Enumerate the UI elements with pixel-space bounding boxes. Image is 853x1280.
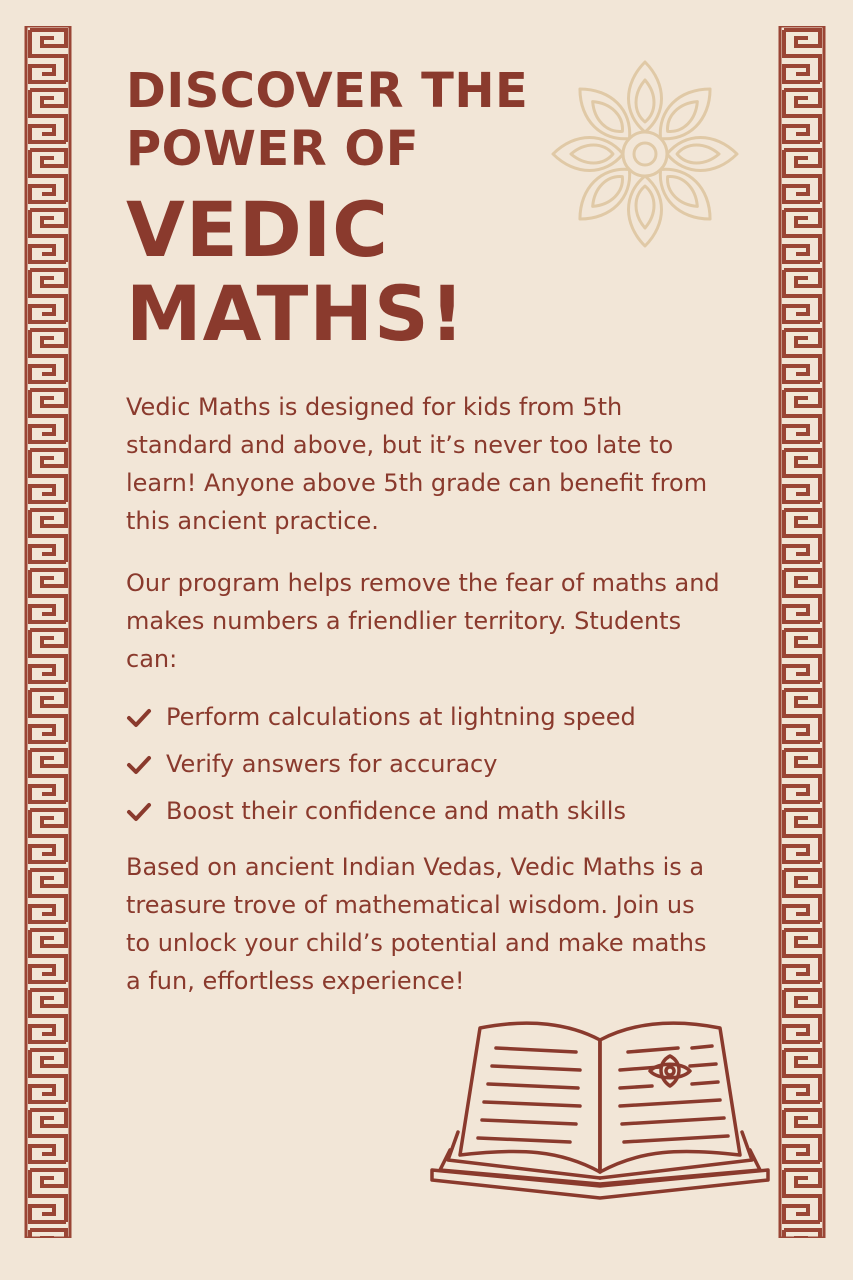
benefits-list xyxy=(126,694,636,835)
headline-line-2: POWER OF xyxy=(126,121,419,177)
intro-paragraph-2: Our program helps remove the fear of maths and makes numbers a friendlier territory. Students can: xyxy=(126,569,720,673)
headline-intro xyxy=(126,62,556,178)
open-book-icon xyxy=(420,1000,780,1220)
check-icon xyxy=(126,707,152,729)
right-border-pattern xyxy=(778,26,826,1238)
headline-main xyxy=(126,185,726,358)
benefit-text: Boost their confidence and math skills xyxy=(166,797,626,825)
list-item xyxy=(126,694,636,741)
headline-line-4: MATHS! xyxy=(126,269,466,358)
headline-line-1: DISCOVER THE xyxy=(126,63,529,119)
list-item xyxy=(126,741,636,788)
check-icon xyxy=(126,801,152,823)
benefit-text: Verify answers for accuracy xyxy=(166,750,498,778)
closing-paragraph: Based on ancient Indian Vedas, Vedic Maths is a treasure trove of mathematical wisdom. Join us to unlock your child’s potential and make maths a fun, effortless experience! xyxy=(126,853,707,995)
intro-paragraph-1: Vedic Maths is designed for kids from 5th standard and above, but it’s never too late to learn! Anyone above 5th grade can benefit from this ancient practice. xyxy=(126,393,708,535)
check-icon xyxy=(126,754,152,776)
list-item xyxy=(126,788,636,835)
left-border-pattern xyxy=(24,26,72,1238)
headline-line-3: VEDIC xyxy=(126,185,389,274)
benefit-text: Perform calculations at lightning speed xyxy=(166,703,636,731)
